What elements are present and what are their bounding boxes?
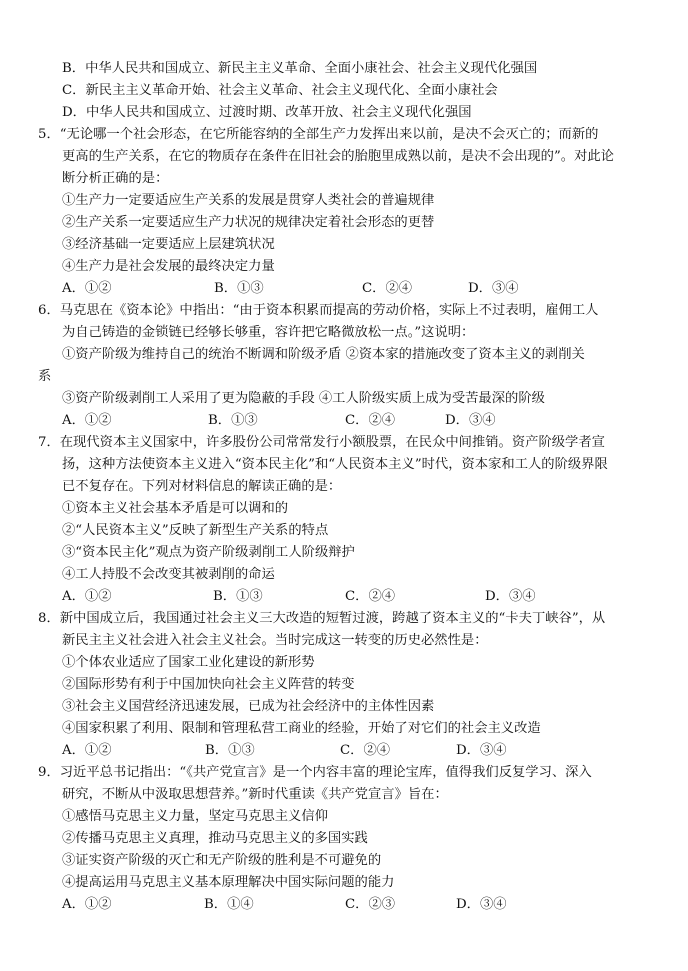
question-stem: 断分析正确的是： <box>62 171 169 186</box>
question-stem: 6．马克思在《资本论》中指出：“由于资本积累而提高的劳动价格，实际上不过表明，雇佣工人 <box>38 303 599 318</box>
option-a: A．①② <box>62 281 112 296</box>
question-stem: 7．在现代资本主义国家中，许多股份公司常常发行小额股票，在民众中间推销。资产阶级学者宣 <box>38 435 605 450</box>
option-a: A．①② <box>62 589 112 604</box>
statement-3: ③证实资产阶级的灭亡和无产阶级的胜利是不可避免的 <box>62 853 382 868</box>
question-stem: 5．“无论哪一个社会形态，在它所能容纳的全部生产力发挥出来以前，是决不会灭亡的；而新的 <box>38 127 599 142</box>
option-c: C．②④ <box>345 589 396 604</box>
statement-3: ③社会主义国营经济迅速发展，已成为社会经济中的主体性因素 <box>62 699 435 714</box>
statement-2: ②“人民资本主义”反映了新型生产关系的特点 <box>62 523 329 538</box>
question-stem: 扬，这种方法使资本主义进入“资本民主化”和“人民资本主义”时代，资本家和工人的阶级界限 <box>62 457 608 472</box>
option-b: B．中华人民共和国成立、新民主主义革命、全面小康社会、社会主义现代化强国 <box>62 61 538 76</box>
option-a: A．①② <box>62 413 112 428</box>
statement-1: ①生产力一定要适应生产关系的发展是贯穿人类社会的普遍规律 <box>62 193 435 208</box>
option-d: D．③④ <box>485 589 536 604</box>
option-d: D．中华人民共和国成立、过渡时期、改革开放、社会主义现代化强国 <box>62 105 472 120</box>
option-b: B．①④ <box>204 897 254 912</box>
statement-1: ①资本主义社会基本矛盾是可以调和的 <box>62 501 289 516</box>
option-d: D．③④ <box>468 281 519 296</box>
question-stem: 新民主主义社会进入社会主义社会。当时完成这一转变的历史必然性是： <box>62 633 488 648</box>
question-stem: 为自己铸造的金锁链已经够长够重，容许把它略微放松一点。”这说明： <box>62 325 475 340</box>
option-c: C．②④ <box>345 413 396 428</box>
statements-3-4: ③资产阶级剥削工人采用了更为隐蔽的手段 ④工人阶级实质上成为受苦最深的阶级 <box>62 391 545 406</box>
statement-3: ③“资本民主化”观点为资产阶级剥削工人阶级辩护 <box>62 545 355 560</box>
statements-1-2: ①资产阶级为维持自己的统治不断调和阶级矛盾 ②资本家的措施改变了资本主义的剥削关 <box>62 347 585 362</box>
option-b: B．①③ <box>205 743 255 758</box>
statement-4: ④生产力是社会发展的最终决定力量 <box>62 259 275 274</box>
question-stem: 已不复存在。下列对材料信息的解读正确的是： <box>62 479 342 494</box>
option-d: D．③④ <box>456 743 507 758</box>
statement-1: ①感悟马克思主义力量，坚定马克思主义信仰 <box>62 809 328 824</box>
statement-3: ③经济基础一定要适应上层建筑状况 <box>62 237 275 252</box>
statement-2: ②传播马克思主义真理，推动马克思主义的多国实践 <box>62 831 368 846</box>
option-c: C．②④ <box>362 281 413 296</box>
statement-4: ④提高运用马克思主义基本原理解决中国实际问题的能力 <box>62 875 395 890</box>
option-b: B．①③ <box>208 413 258 428</box>
option-c: C．新民主主义革命开始、社会主义革命、社会主义现代化、全面小康社会 <box>62 83 498 98</box>
question-stem: 8．新中国成立后，我国通过社会主义三大改造的短暂过渡，跨越了资本主义的“卡夫丁峡谷”，从 <box>38 611 606 626</box>
option-a: A．①② <box>62 743 112 758</box>
option-d: D．③④ <box>445 413 496 428</box>
option-b: B．①③ <box>214 281 264 296</box>
question-stem: 9．习近平总书记指出：“《共产党宣言》是一个内容丰富的理论宝库，值得我们反复学习、深入 <box>38 765 592 780</box>
question-stem: 更高的生产关系，在它的物质存在条件在旧社会的胎胞里成熟以前，是决不会出现的”。对此论 <box>62 149 614 164</box>
statement-2: ②国际形势有利于中国加快向社会主义阵营的转变 <box>62 677 355 692</box>
option-b: B．①③ <box>213 589 263 604</box>
option-d: D．③④ <box>456 897 507 912</box>
statement-2: ②生产关系一定要适应生产力状况的规律决定着社会形态的更替 <box>62 215 435 230</box>
statements-1-2-continued: 系 <box>38 369 52 384</box>
option-c: C．②④ <box>340 743 391 758</box>
question-stem: 研究，不断从中汲取思想营养。”新时代重读《共产党宣言》旨在： <box>62 787 448 802</box>
statement-1: ①个体农业适应了国家工业化建设的新形势 <box>62 655 315 670</box>
statement-4: ④工人持股不会改变其被剥削的命运 <box>62 567 275 582</box>
option-a: A．①② <box>62 897 112 912</box>
option-c: C．②③ <box>345 897 396 912</box>
statement-4: ④国家积累了利用、限制和管理私营工商业的经验，开始了对它们的社会主义改造 <box>62 721 541 736</box>
